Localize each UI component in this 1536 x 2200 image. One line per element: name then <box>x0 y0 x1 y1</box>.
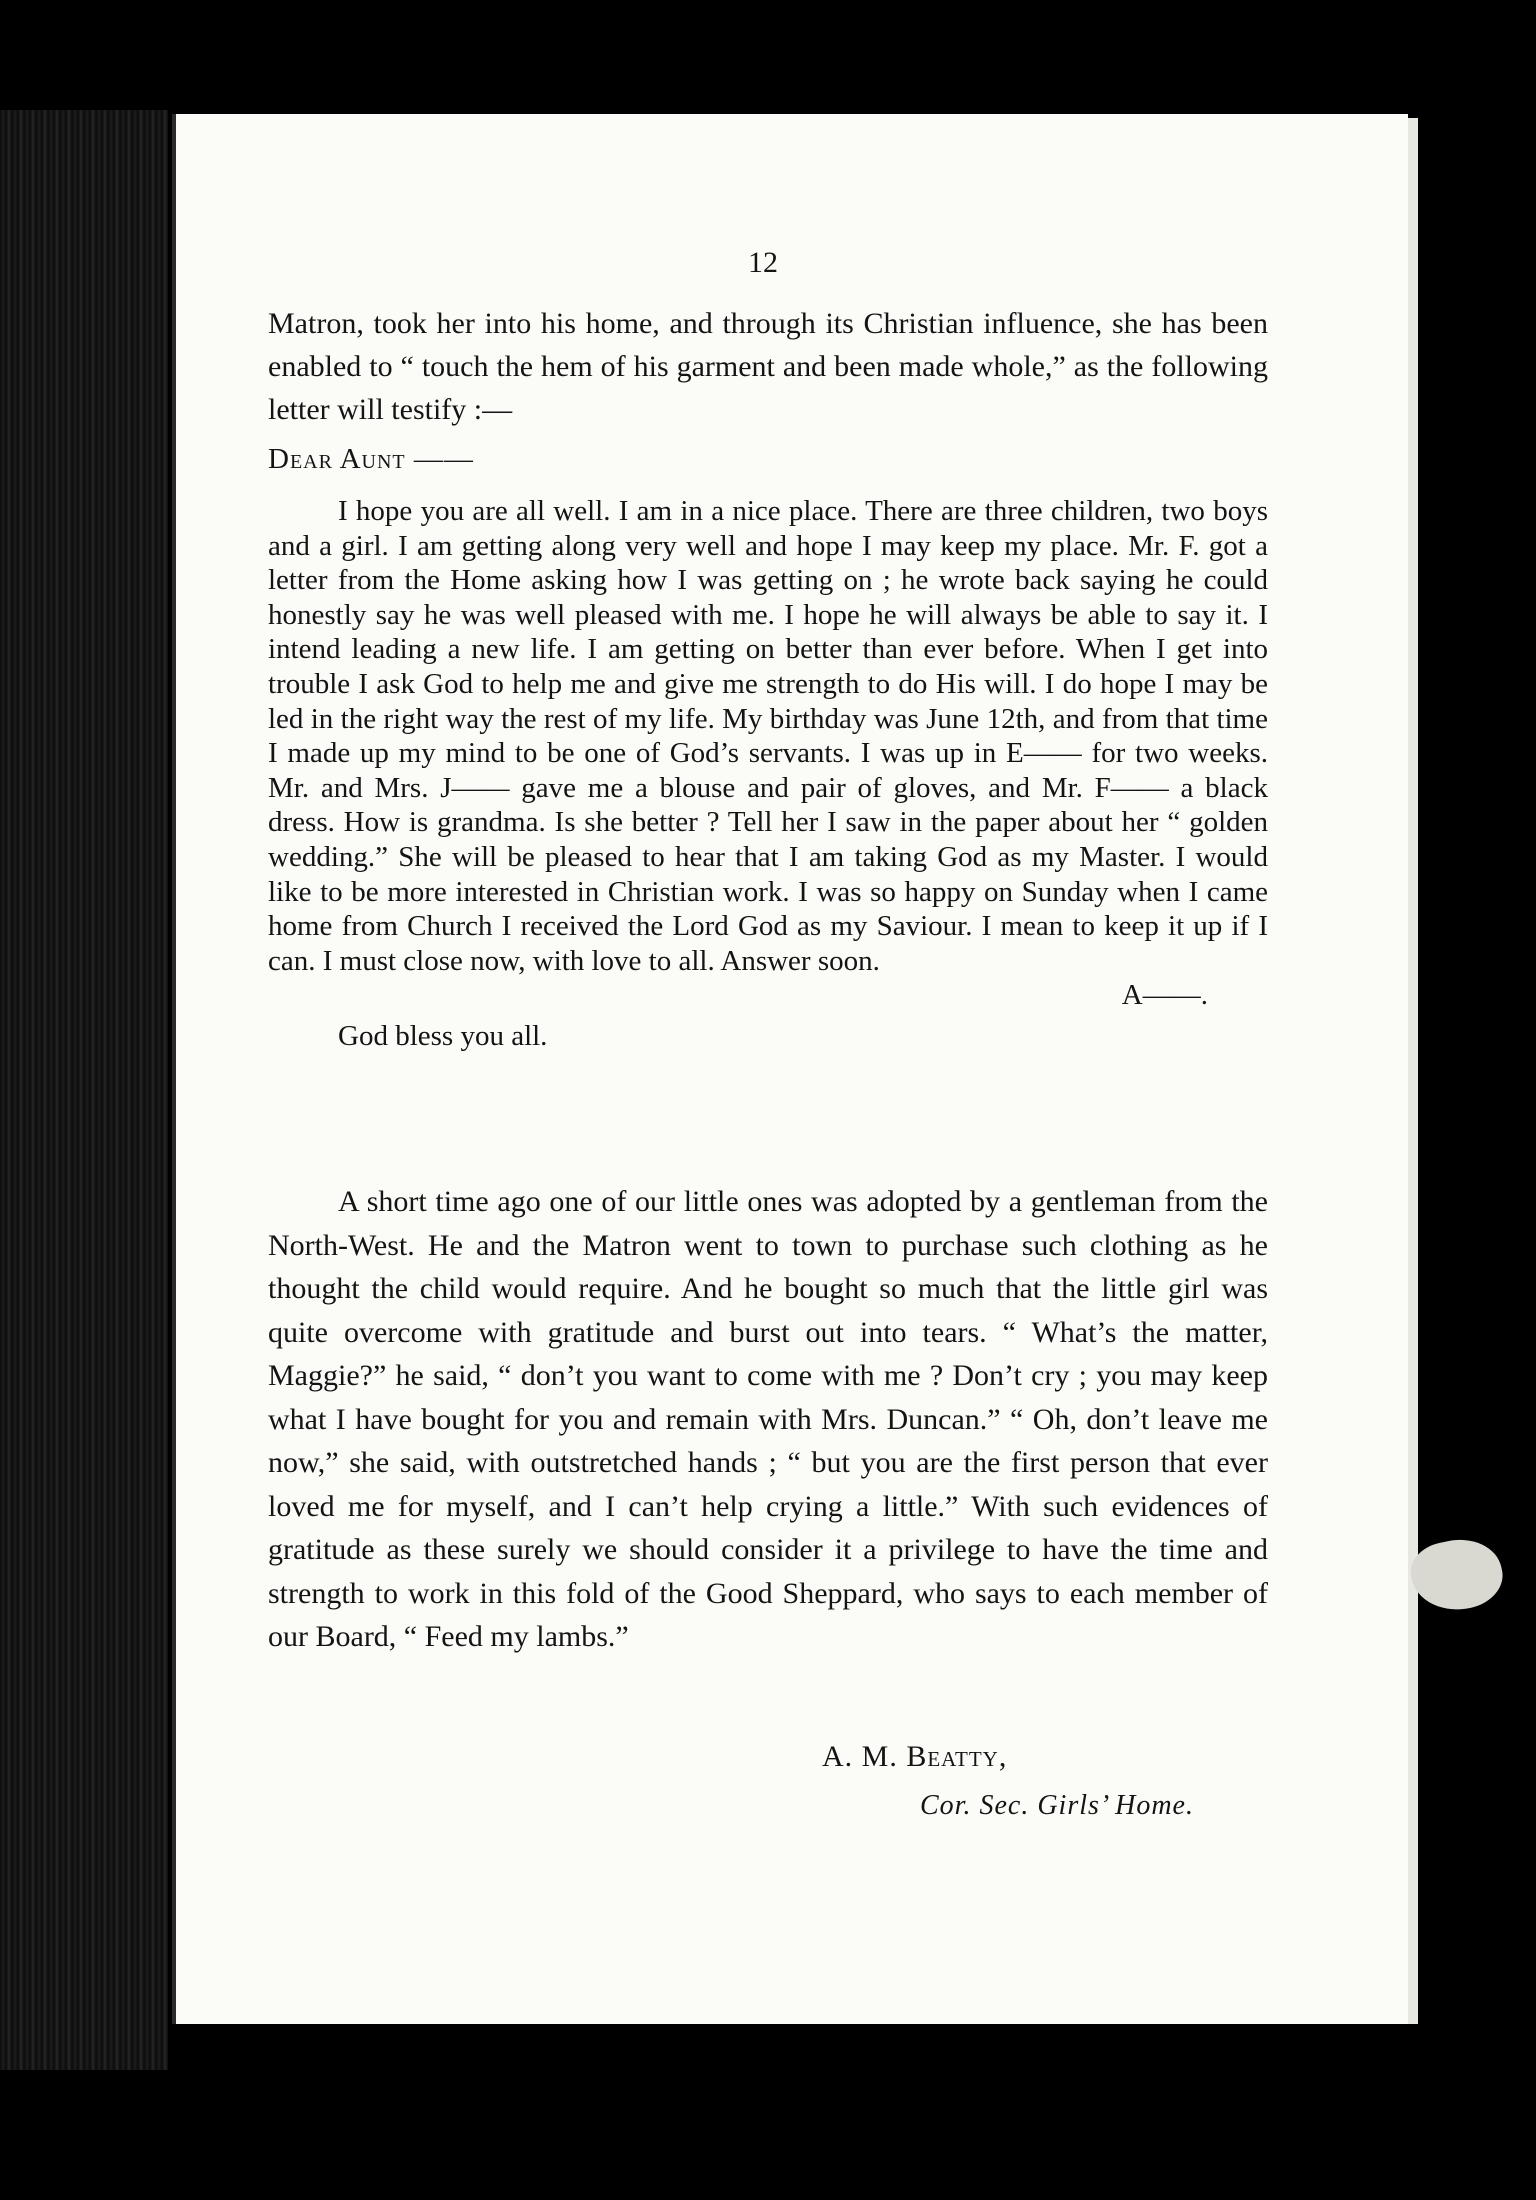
letter-salutation: Dear Aunt —— <box>268 443 474 475</box>
letter-body: I hope you are all well. I am in a nice place. There are three children, two boys and a girl. I am getting along very well and hope I may keep my place. Mr. F. got a letter from the Home asking how I was getting on ; he wrote back saying he could honestly say he was well pleased with me. I hope he will always be able to say it. I intend leading a new life. I am getting on better than ever before. When I get into trouble I ask God to help me and give me strength to do His will. I do hope I may be led in the right way the rest of my life. My birthday was June 12th, and from that time I made up my mind to be one of God’s servants. I was up in E—— for two weeks. Mr. and Mrs. J—— gave me a blouse and pair of gloves, and Mr. F—— a black dress. How is grandma. Is she better ? Tell her I saw in the paper about her “ golden wedding.” She will be pleased to hear that I am taking God as my Master. I would like to be more interested in Christian work. I was so happy on Sunday when I came home from Church I received the Lord God as my Saviour. I mean to keep it up if I can. I must close now, with love to all. Answer soon. <box>268 495 1268 977</box>
letter <box>268 494 1268 1054</box>
book-binding <box>0 110 168 2070</box>
adoption-paragraph: A short time ago one of our little ones was adopted by a gentleman from the North-West. He and the Matron went to town to purchase such clothing as he thought the child would require. And he bought so much that the little girl was quite overcome with gratitude and burst out into tears. “ What’s the matter, Maggie?” he said, “ don’t you want to come with me ? Don’t cry ; you may keep what I have bought for you and remain with Mrs. Duncan.” “ Oh, don’t leave me now,” she said, with outstretched hands ; “ but you are the first person that ever loved me for myself, and I can’t help crying a little.” With such evidences of gratitude as these surely we should consider it a privilege to have the time and strength to work in this fold of the Good Sheppard, who says to each member of our Board, “ Feed my lambs.” <box>268 1185 1268 1653</box>
book-page <box>172 114 1408 2024</box>
signature-title: Cor. Sec. Girls’ Home. <box>920 1790 1194 1821</box>
letter-signoff: A——. <box>1121 979 1208 1012</box>
page-number: 12 <box>748 246 778 279</box>
intro-paragraph: Matron, took her into his home, and through its Christian influence, she has been enabled to “ touch the hem of his garment and been made whole,” as the following letter will testify :— <box>268 307 1268 426</box>
torn-paper-corner <box>1406 1531 1509 1618</box>
letter-postscript: God bless you all. <box>338 1019 548 1052</box>
next-page-edge <box>1408 118 1418 2024</box>
signature-name: A. M. Beatty, <box>822 1740 1008 1773</box>
